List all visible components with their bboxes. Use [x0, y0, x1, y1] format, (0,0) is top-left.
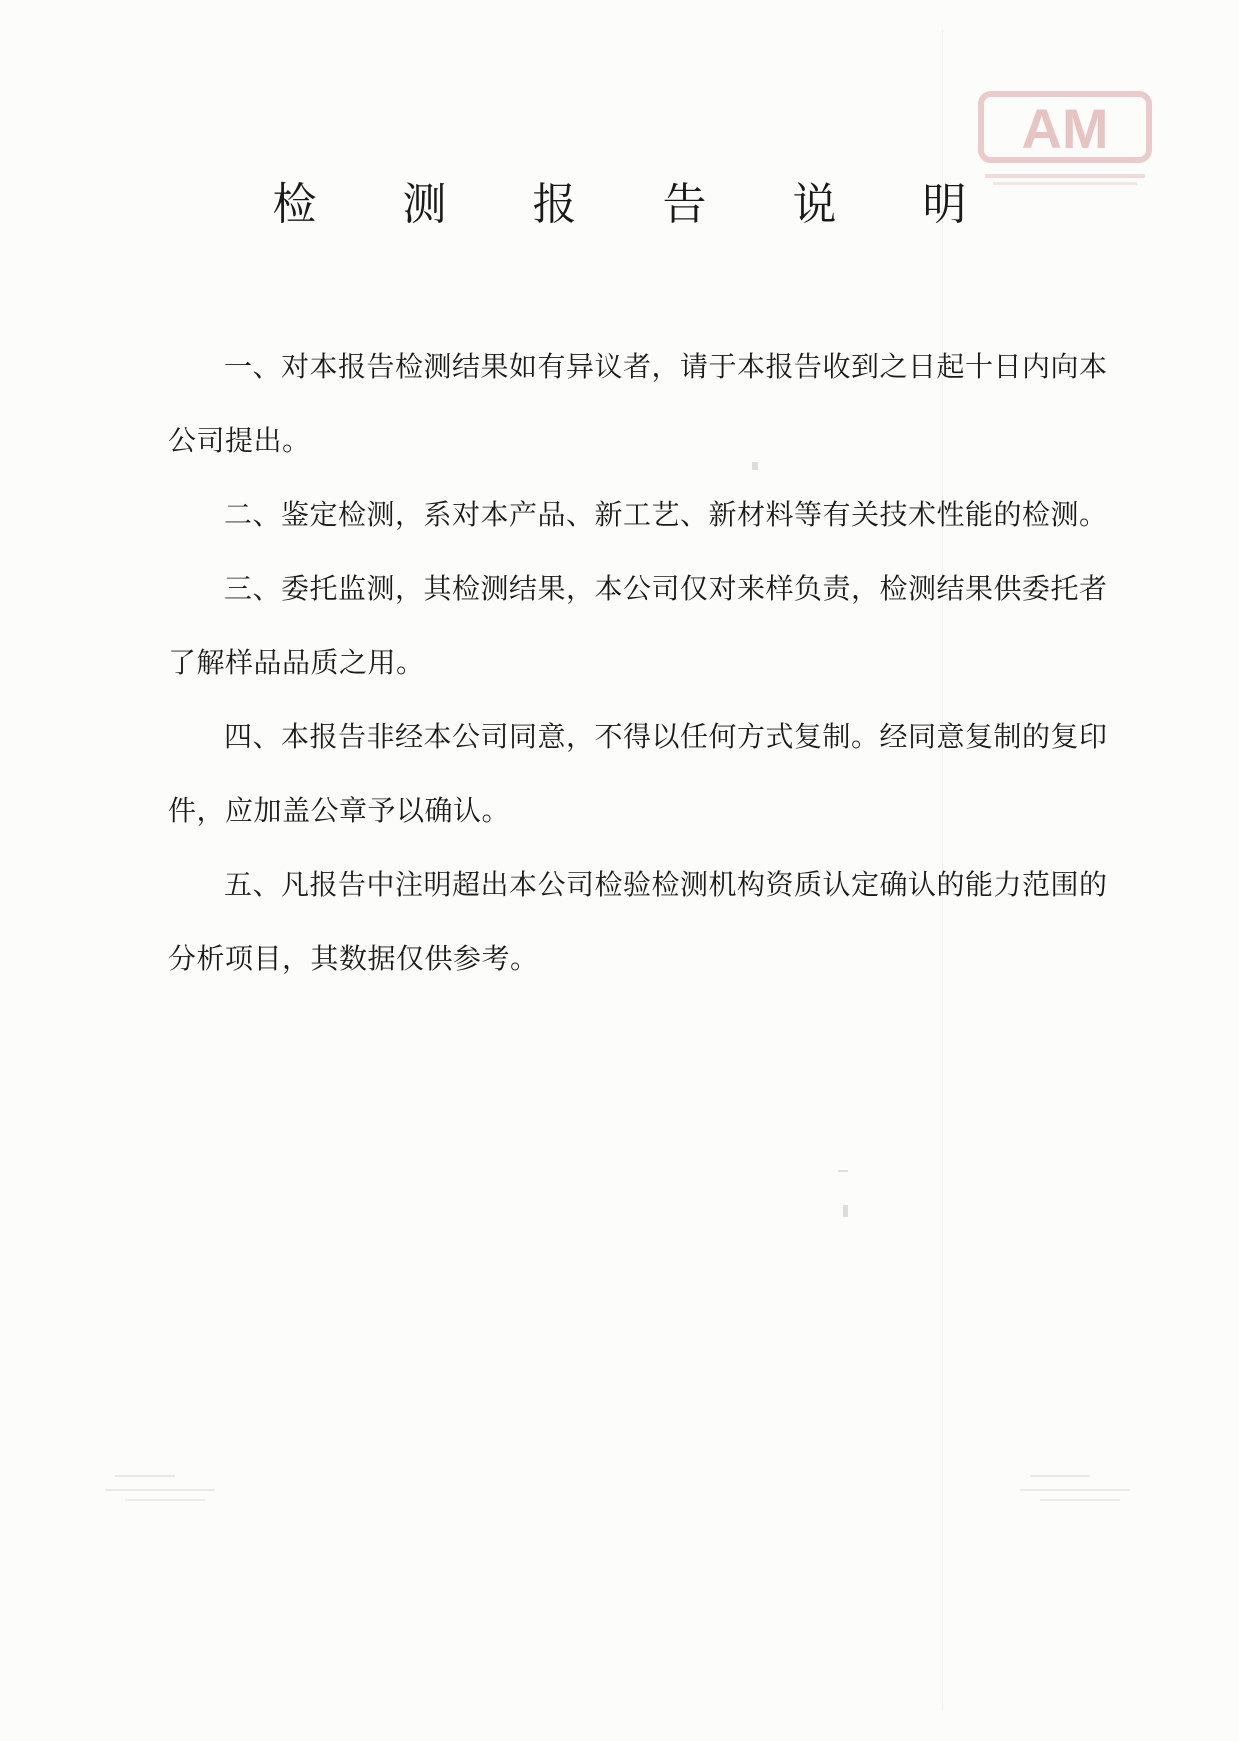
- scan-speck: [838, 1170, 848, 1172]
- term-paragraph-5: 五、凡报告中注明超出本公司检验检测机构资质认定确认的能力范围的分析项目，其数据仅供参考。: [168, 868, 1108, 975]
- terms-body: [168, 330, 1133, 996]
- term-paragraph-4: 四、本报告非经本公司同意，不得以任何方式复制。经同意复制的复印件，应加盖公章予以确认。: [168, 720, 1108, 827]
- faint-scan-mark-right: [1010, 1455, 1150, 1515]
- svg-text:AM: AM: [1021, 97, 1109, 160]
- faint-scan-mark-left: [95, 1455, 235, 1515]
- term-paragraph-1: 一、对本报告检测结果如有异议者，请于本报告收到之日起十日内向本公司提出。: [168, 350, 1108, 457]
- term-paragraph-2: 二、鉴定检测，系对本产品、新工艺、新材料等有关技术性能的检测。: [224, 498, 1108, 531]
- scan-speck: [843, 1205, 848, 1217]
- page-title: 检 测 报 告 说 明: [272, 179, 1003, 230]
- scan-speck: [752, 462, 758, 470]
- term-paragraph-3: 三、委托监测，其检测结果，本公司仅对来样负责，检测结果供委托者了解样品品质之用。: [168, 572, 1108, 679]
